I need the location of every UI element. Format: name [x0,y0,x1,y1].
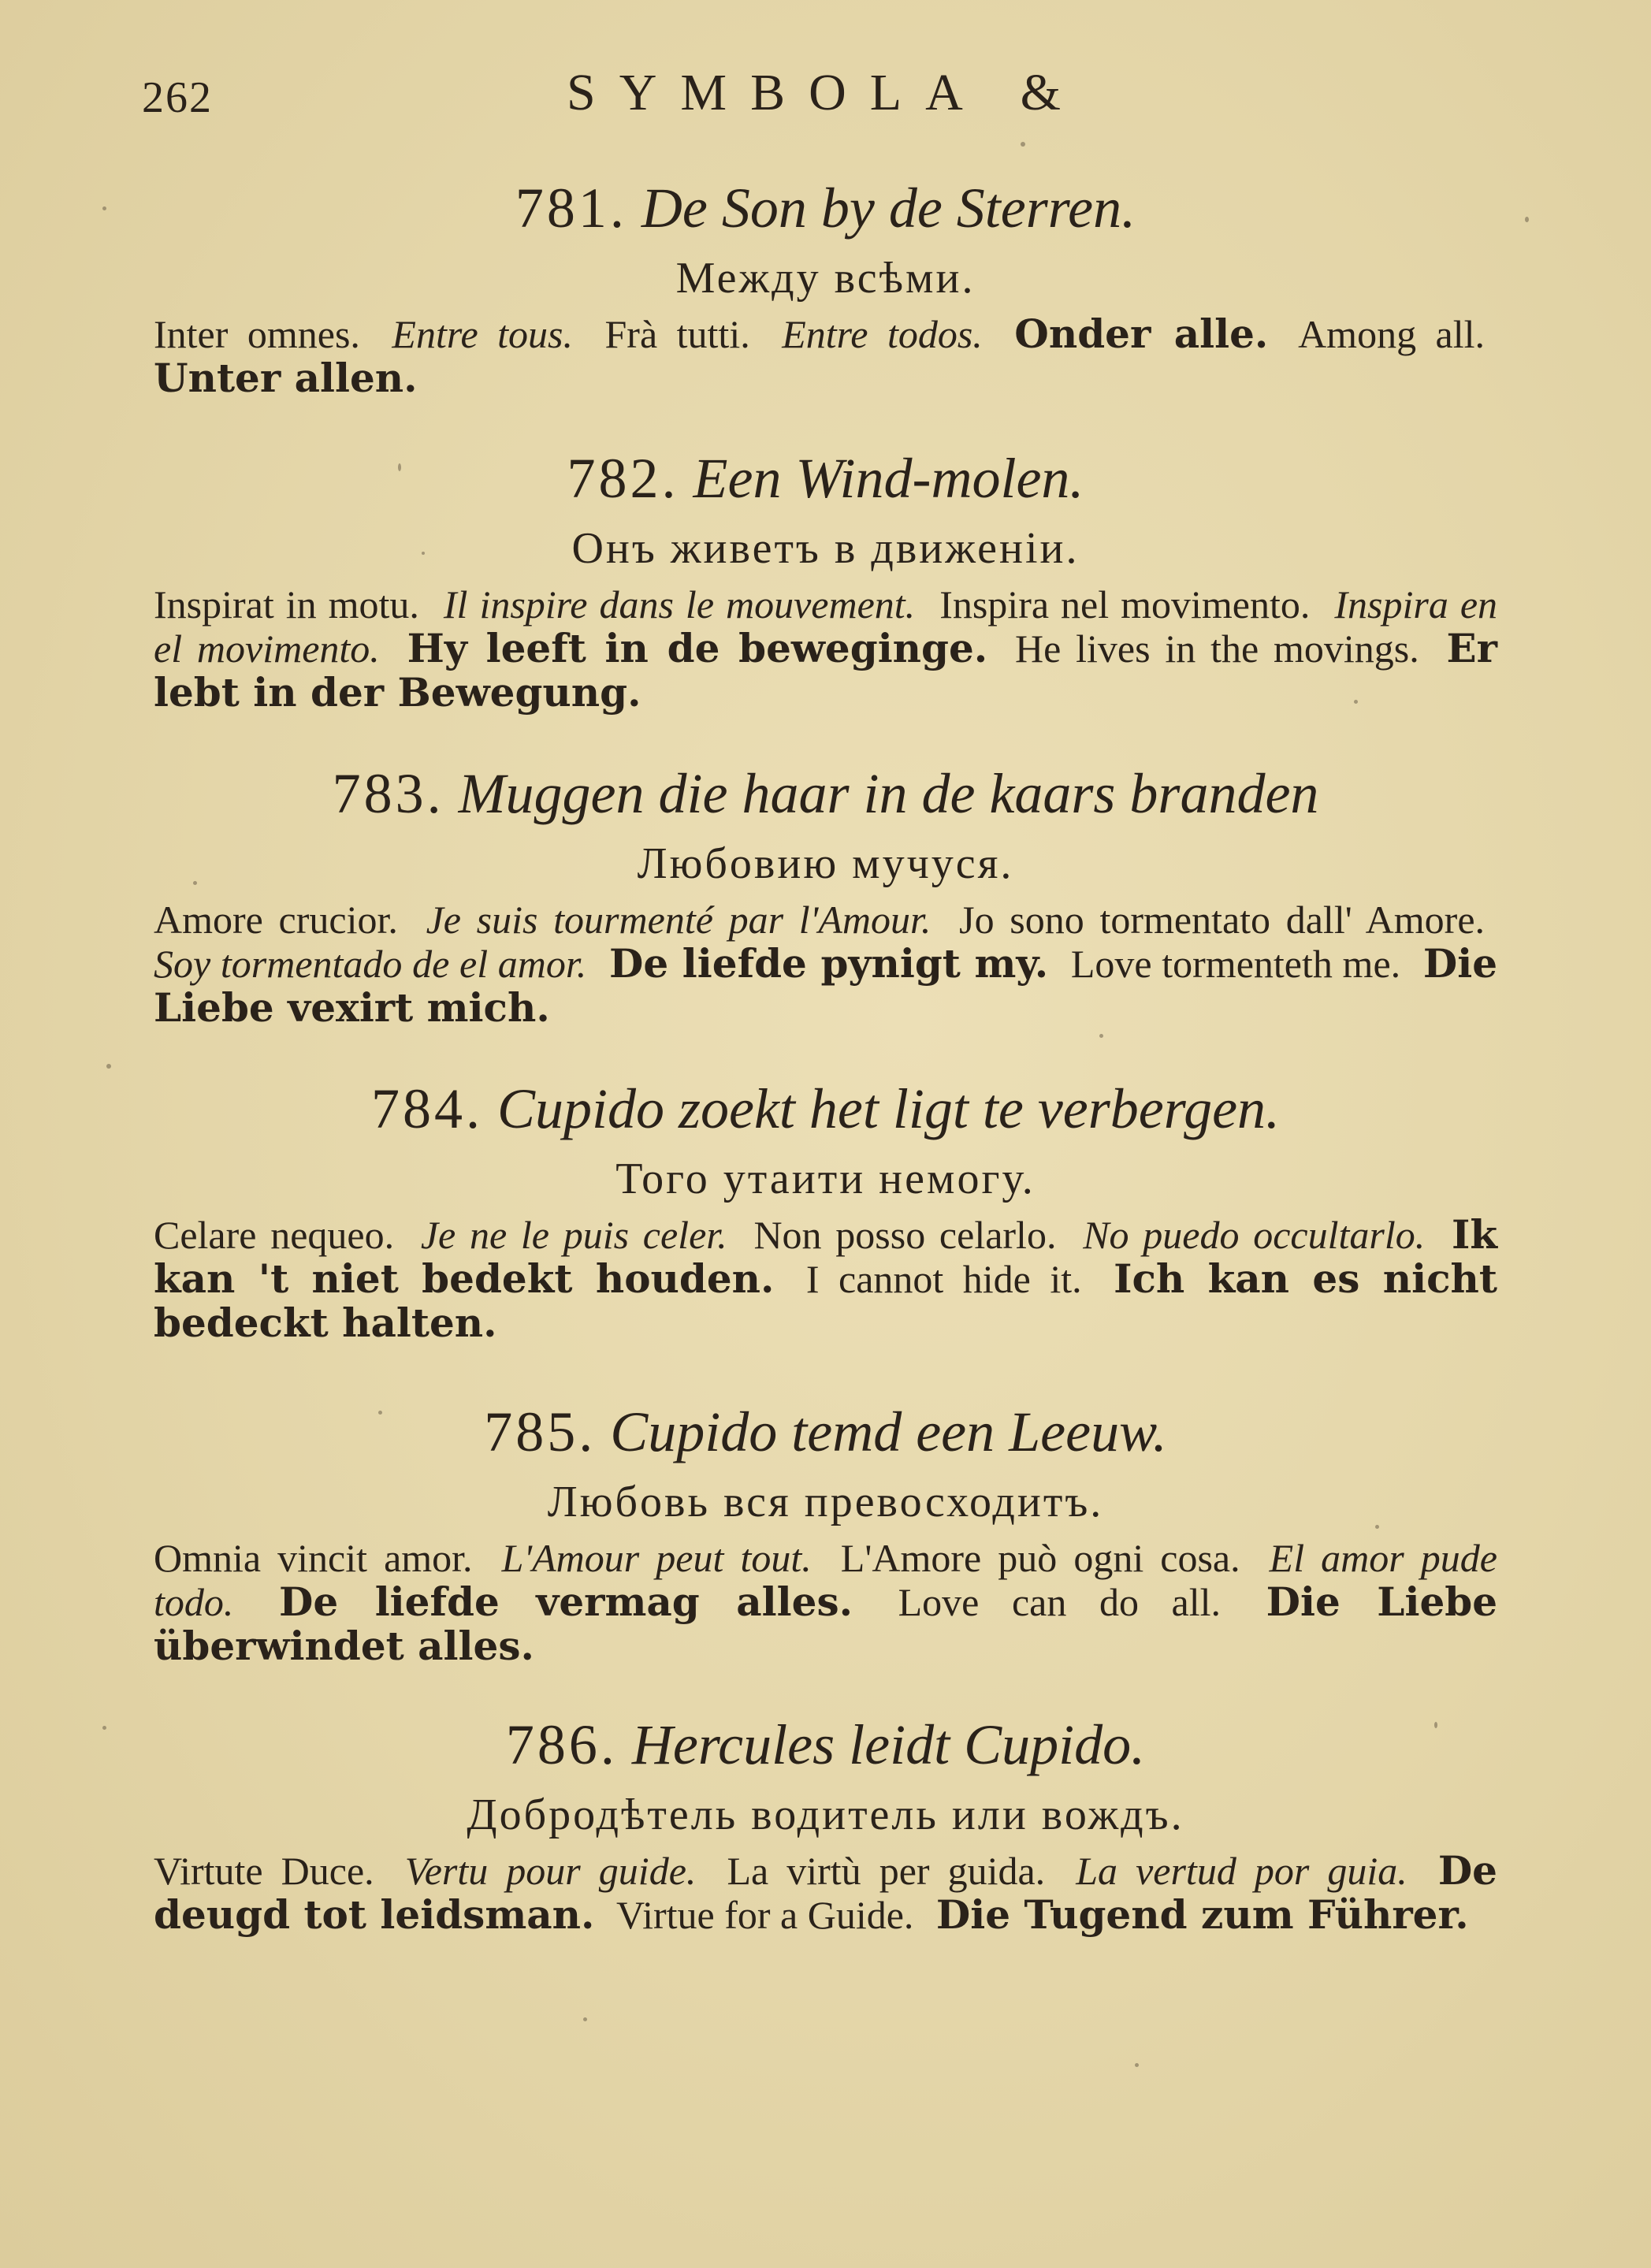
paper-speck [102,1726,106,1730]
emblem-number: 782. [567,447,679,510]
emblem-entry [154,445,1497,715]
emblem-translations [154,312,1497,400]
emblem-translations [154,1536,1497,1668]
paper-speck [1434,1722,1437,1728]
emblem-number: 785. [484,1400,597,1463]
emblem-number: 784. [370,1077,483,1140]
translation-spanish: Soy tormentado de el amor. [154,942,587,986]
emblem-entry [154,1076,1497,1345]
translation-latin: Virtute Duce. [154,1849,374,1893]
translation-english: I cannot hide it. [805,1257,1082,1301]
emblem-title-text: Cupido zoekt het ligt te verbergen. [496,1077,1281,1140]
translation-french: Je suis tourmenté par l'Amour. [426,898,931,942]
translation-german: Ich kan es nicht bedeckt halten. [154,1255,1497,1346]
paper-speck [193,881,197,885]
emblem-motto: Того утаити немогу. [615,1154,1036,1203]
emblem-translations [154,1213,1497,1345]
emblem-title-text: Hercules leidt Cupido. [631,1713,1146,1776]
translation-spanish: No puedo occultarlo. [1083,1213,1426,1257]
translation-english: Virtue for a Guide. [615,1893,914,1937]
translation-dutch: De deugd tot leidsman. [154,1847,1497,1938]
paper-speck [102,206,106,210]
emblem-number: 781. [515,177,627,240]
translation-latin: Celare nequeo. [154,1213,395,1257]
emblem-motto: Любовию мучуся. [637,839,1014,888]
paper-speck [398,463,401,471]
translation-english: Love can do all. [898,1580,1222,1624]
emblem-title [154,175,1497,241]
translation-french: Il inspire dans le mouvement. [443,582,916,626]
emblem-title [154,760,1497,827]
emblem-title [154,445,1497,511]
paper-speck [106,1064,111,1069]
translation-italian: Inspira nel movimento. [939,582,1311,626]
translation-spanish: La vertud por guia. [1076,1849,1407,1893]
translation-latin: Omnia vincit amor. [154,1536,473,1580]
translation-french: Vertu pour guide. [404,1849,697,1893]
translation-dutch: Hy leeft in de beweginge. [407,625,988,671]
paper-speck [1375,1525,1379,1529]
running-head: SYMBOLA & [567,64,1084,121]
translation-german: Er lebt in der Bewegung. [154,625,1497,716]
emblem-title-text: Cupido temd een Leeuw. [610,1400,1167,1463]
translation-latin: Inter omnes. [154,312,360,356]
paper-speck [1135,2063,1139,2067]
emblem-motto: Добродѣтель водитель или вождъ. [467,1790,1184,1839]
emblem-entry [154,1712,1497,1937]
emblem-motto: Любовь вся превосходитъ. [547,1478,1104,1526]
paper-speck [1354,700,1358,704]
translation-latin: Inspirat in motu. [154,582,419,626]
translation-french: Je ne le puis celer. [420,1213,727,1257]
translation-latin: Amore crucior. [154,898,398,942]
emblem-translations [154,898,1497,1030]
translation-dutch: De liefde pynigt my. [609,940,1049,987]
translation-german: Unter allen. [154,355,418,401]
translation-german: Die Liebe überwindet alles. [154,1578,1498,1669]
paper-speck [583,2017,587,2021]
translation-english: He lives in the movings. [1015,626,1419,671]
emblem-title [154,1712,1497,1778]
translation-english: Among all. [1298,312,1486,356]
emblem-number: 786. [505,1713,618,1776]
emblem-translations [154,582,1497,715]
emblem-translations [154,1849,1497,1937]
translation-dutch: Ik kan 't niet bedekt houden. [154,1211,1498,1302]
paper-speck [378,1411,382,1415]
emblem-entry [154,760,1497,1030]
translation-italian: Frà tutti. [604,312,750,356]
translation-italian: L'Amore può ogni cosa. [840,1536,1240,1580]
emblem-entry [154,175,1497,400]
emblem-title [154,1399,1497,1465]
paper-speck [1099,1034,1103,1038]
translation-german: Die Tugend zum Führer. [935,1891,1469,1938]
translation-french: Entre tous. [392,312,573,356]
page-number: 262 [142,73,213,122]
emblem-entry [154,1399,1497,1668]
paper-speck [1021,142,1025,147]
translation-english: Love tormenteth me. [1070,942,1401,986]
emblem-title [154,1076,1497,1142]
translation-italian: La virtù per guida. [727,1849,1046,1893]
emblem-title-text: Muggen die haar in de kaars branden [458,762,1319,825]
translation-italian: Non posso celarlo. [753,1213,1057,1257]
emblem-motto: Между всѣми. [675,254,976,303]
translation-dutch: Onder alle. [1014,310,1269,357]
translation-french: L'Amour peut tout. [501,1536,812,1580]
paper-speck [1525,217,1529,222]
translation-spanish: Inspira en el movimento. [154,582,1498,671]
emblem-number: 783. [332,762,444,825]
translation-spanish: Entre todos. [782,312,983,356]
translation-spanish: El amor pude todo. [154,1536,1497,1624]
translation-italian: Jo sono tormentato dall' Amore. [959,898,1486,942]
translation-dutch: De liefde vermag alles. [279,1578,853,1625]
paper-speck [422,552,425,555]
emblem-motto: Онъ живетъ в движеніи. [571,524,1080,573]
translation-german: Die Liebe vexirt mich. [154,940,1498,1031]
emblem-title-text: Een Wind-molen. [693,447,1084,510]
emblem-title-text: De Son by de Sterren. [641,177,1136,240]
